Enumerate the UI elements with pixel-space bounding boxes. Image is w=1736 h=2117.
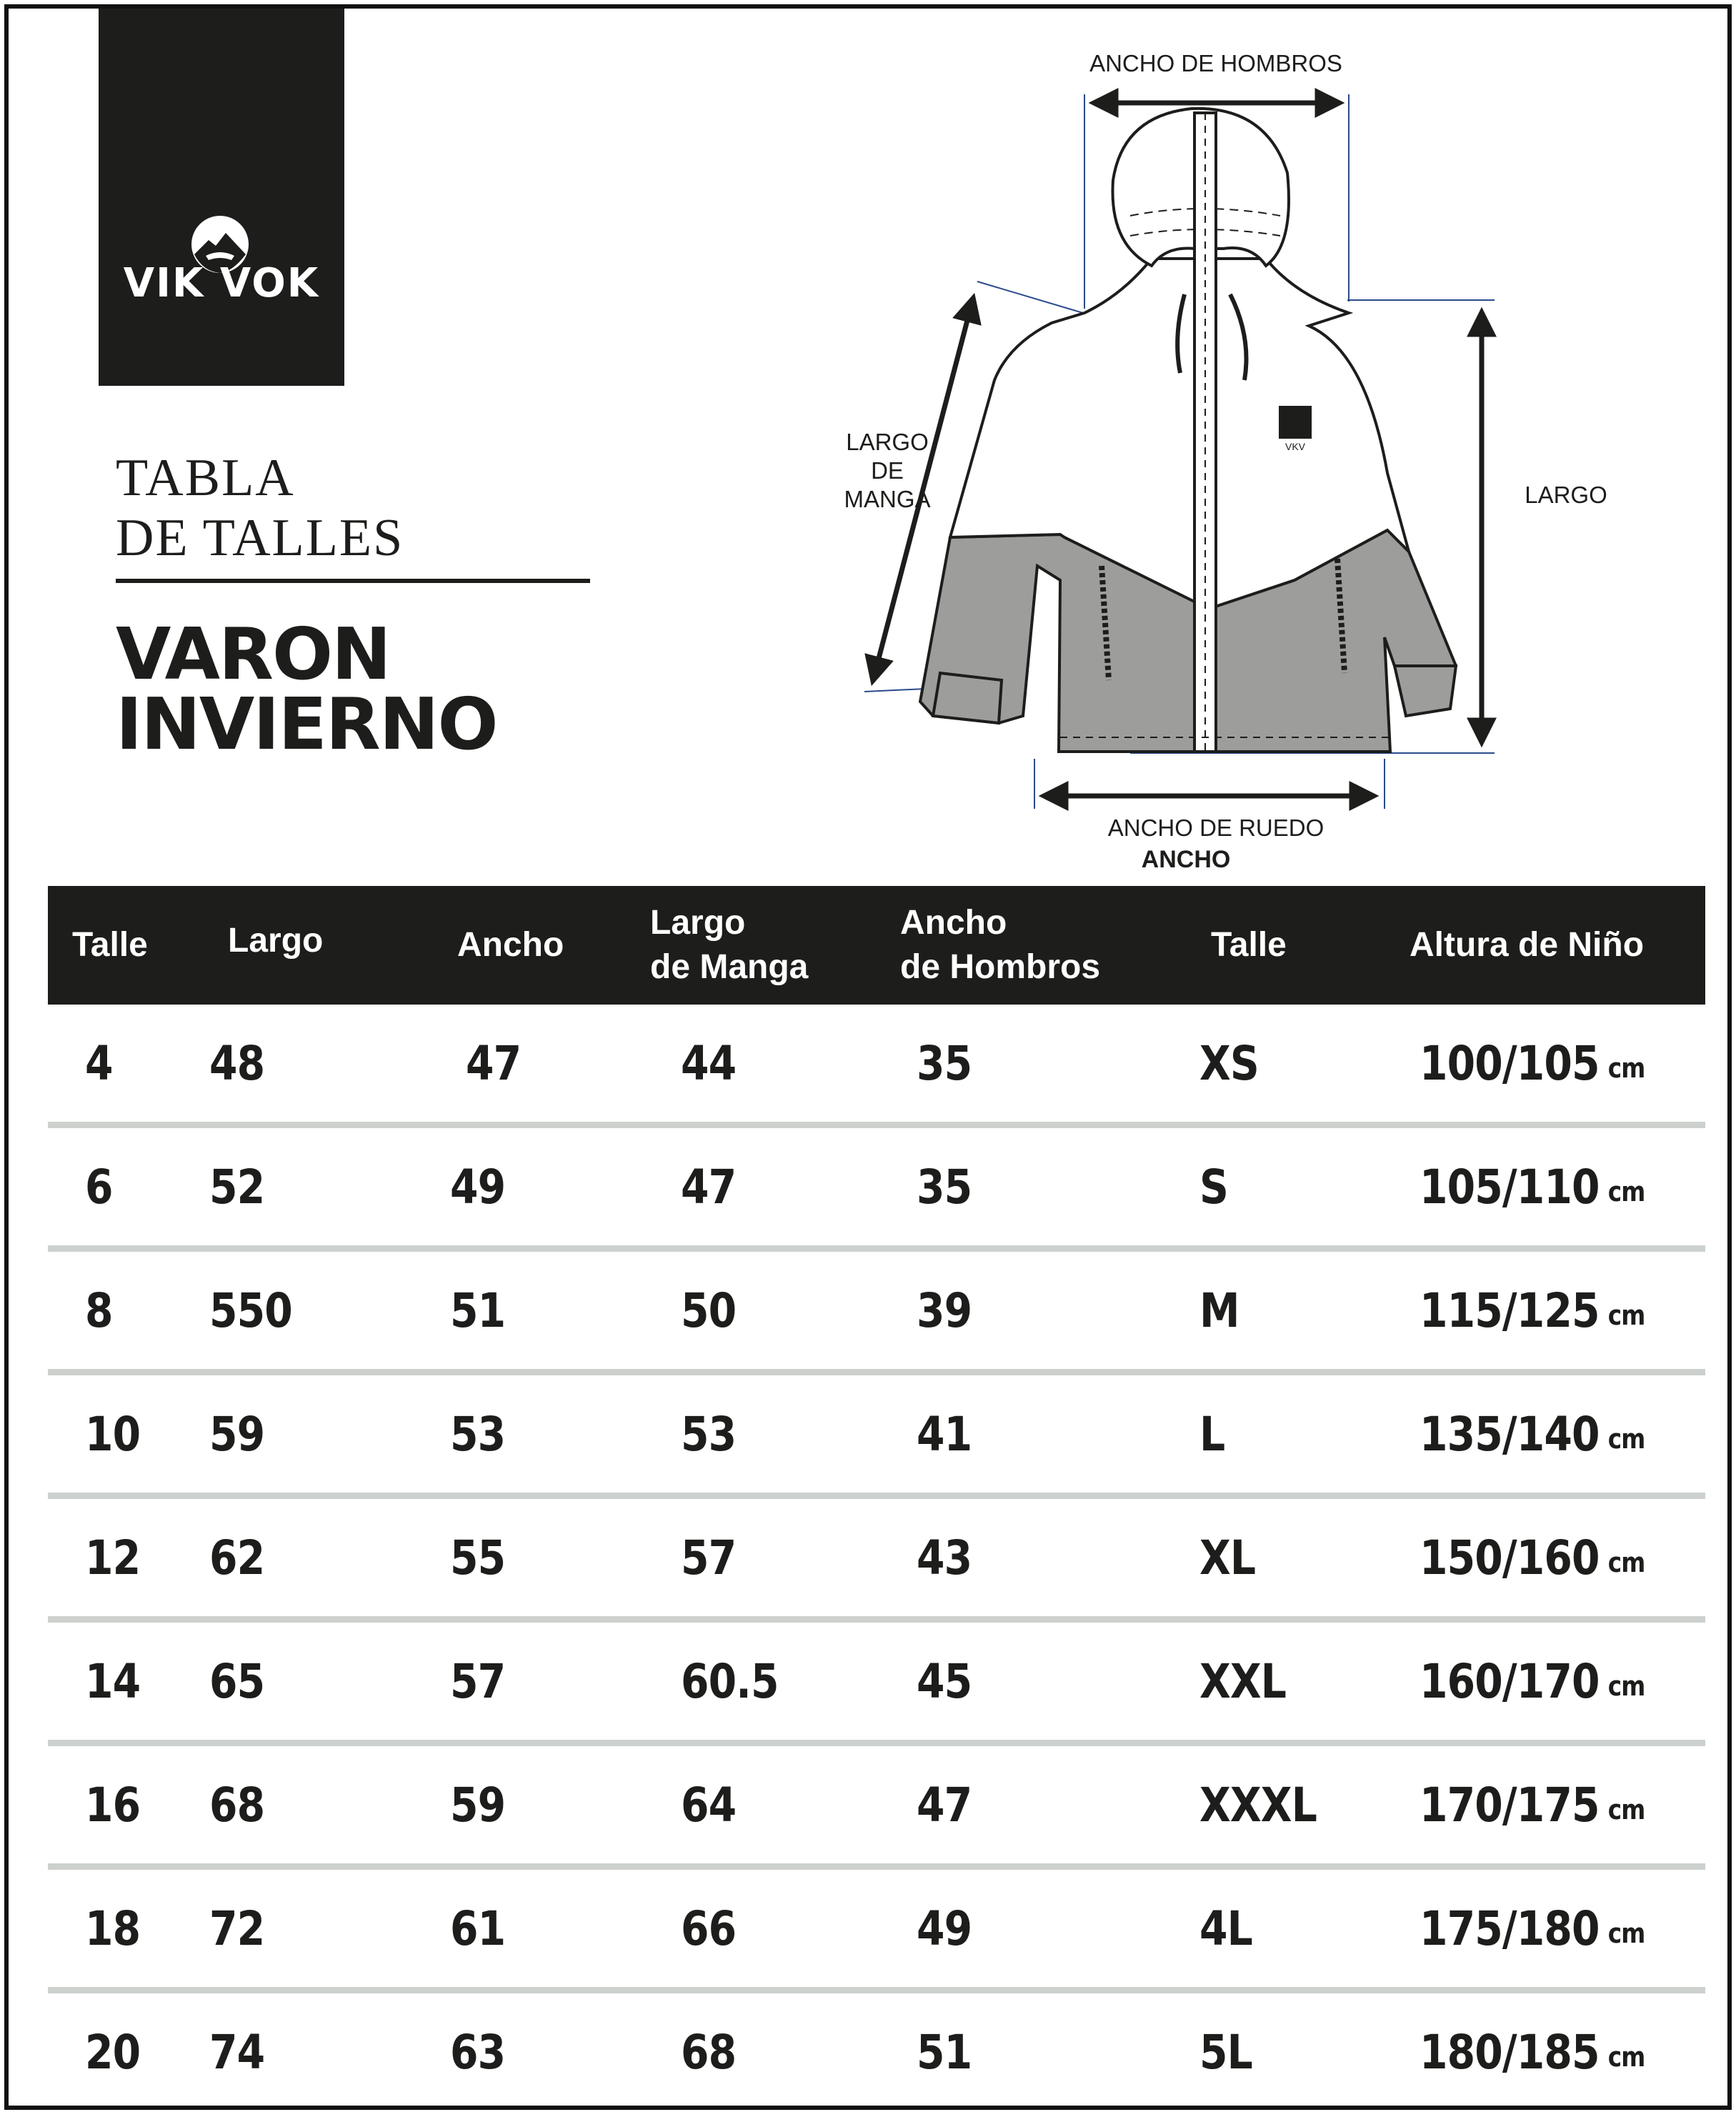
cell-talle: 6 xyxy=(85,1159,113,1215)
cell-altura xyxy=(1420,1746,1645,1863)
col-largo-manga-2: de Manga xyxy=(650,948,809,986)
cell-altura xyxy=(1420,1005,1645,1122)
sleeve-label-3: MANGA xyxy=(844,486,931,512)
cell-manga: 53 xyxy=(681,1406,737,1462)
cell-talle: 8 xyxy=(85,1282,113,1338)
unit-cm: cm xyxy=(1607,1052,1645,1084)
altura-value: 100/105 xyxy=(1420,1035,1600,1091)
altura-value: 175/180 xyxy=(1420,1901,1600,1956)
unit-cm: cm xyxy=(1607,1918,1645,1949)
row-divider xyxy=(48,1369,1705,1375)
cell-hombros: 41 xyxy=(917,1406,972,1462)
cell-largo: 48 xyxy=(209,1035,265,1091)
hem-label: ANCHO DE RUEDO xyxy=(1107,815,1325,841)
cell-manga: 57 xyxy=(681,1530,737,1585)
row-divider xyxy=(48,1987,1705,1993)
cell-ancho: 51 xyxy=(450,1282,506,1338)
cell-hombros: 35 xyxy=(917,1035,972,1091)
page-title xyxy=(116,448,544,568)
cell-largo: 74 xyxy=(209,2024,265,2080)
col-ancho-hombros-2: de Hombros xyxy=(900,948,1101,986)
cell-letra: S xyxy=(1199,1159,1229,1215)
row-divider xyxy=(48,1493,1705,1499)
cell-hombros: 45 xyxy=(917,1653,972,1709)
cell-ancho: 61 xyxy=(450,1901,506,1956)
row-divider xyxy=(48,1740,1705,1746)
unit-cm: cm xyxy=(1607,1794,1645,1825)
altura-value: 135/140 xyxy=(1420,1406,1600,1462)
cell-letra: XXXL xyxy=(1199,1777,1317,1833)
size-chart-frame xyxy=(4,4,1732,2110)
col-altura: Altura de Niño xyxy=(1410,926,1645,964)
unit-cm: cm xyxy=(1607,1670,1645,1702)
col-talle: Talle xyxy=(72,926,148,964)
cell-largo: 68 xyxy=(209,1777,265,1833)
cell-hombros: 39 xyxy=(917,1282,972,1338)
cell-largo: 72 xyxy=(209,1901,265,1956)
col-largo-manga-1: Largo xyxy=(650,904,746,942)
cell-letra: L xyxy=(1199,1406,1225,1462)
cell-talle: 10 xyxy=(85,1406,141,1462)
cell-talle: 16 xyxy=(85,1777,141,1833)
length-label: LARGO xyxy=(1525,482,1607,508)
cell-ancho: 49 xyxy=(450,1159,506,1215)
cell-talle: 4 xyxy=(85,1035,113,1091)
row-divider xyxy=(48,1245,1705,1252)
table-header xyxy=(48,886,1705,1005)
table-row xyxy=(48,1623,1705,1746)
cell-largo: 550 xyxy=(209,1282,292,1338)
altura-value: 160/170 xyxy=(1420,1653,1600,1709)
table-row xyxy=(48,1746,1705,1870)
col-largo-manga xyxy=(650,886,808,1005)
cell-ancho: 63 xyxy=(450,2024,506,2080)
table-row xyxy=(48,1993,1705,2117)
subtitle-line-1: VARON xyxy=(116,612,390,696)
table-row xyxy=(48,1005,1705,1128)
altura-value: 105/110 xyxy=(1420,1159,1600,1215)
unit-cm: cm xyxy=(1607,1423,1645,1455)
col-ancho: Ancho xyxy=(457,926,564,964)
table-row xyxy=(48,1252,1705,1375)
cell-altura xyxy=(1420,1870,1645,1987)
subtitle-line-2: INVIERNO xyxy=(116,682,497,766)
cell-manga: 47 xyxy=(681,1159,737,1215)
cell-altura xyxy=(1420,1375,1645,1493)
cell-largo: 62 xyxy=(209,1530,265,1585)
shoulder-label: ANCHO DE HOMBROS xyxy=(1089,50,1342,76)
cell-altura xyxy=(1420,1252,1645,1369)
cell-talle: 18 xyxy=(85,1901,141,1956)
cell-letra: 5L xyxy=(1199,2024,1252,2080)
altura-value: 180/185 xyxy=(1420,2024,1600,2080)
row-divider xyxy=(48,1122,1705,1128)
title-line-1: TABLA xyxy=(116,449,295,507)
col-ancho-hombros-1: Ancho xyxy=(900,904,1007,942)
cell-largo: 59 xyxy=(209,1406,265,1462)
cell-hombros: 51 xyxy=(917,2024,972,2080)
unit-cm: cm xyxy=(1607,1176,1645,1207)
cell-ancho: 59 xyxy=(450,1777,506,1833)
table-row xyxy=(48,1375,1705,1499)
chest-logo-text: VKV xyxy=(1284,441,1306,452)
cell-altura xyxy=(1420,1128,1645,1245)
col-largo: Largo xyxy=(228,922,324,960)
table-row xyxy=(48,1499,1705,1623)
cell-hombros: 47 xyxy=(917,1777,972,1833)
page-subtitle xyxy=(116,612,616,766)
cell-ancho: 47 xyxy=(466,1035,522,1091)
brand-name: VIK VOK xyxy=(123,260,320,307)
jacket-diagram xyxy=(794,37,1637,880)
unit-cm: cm xyxy=(1607,1547,1645,1578)
cell-manga: 64 xyxy=(681,1777,737,1833)
altura-value: 115/125 xyxy=(1420,1282,1600,1338)
size-table-body xyxy=(48,1005,1705,2117)
cell-letra: XXL xyxy=(1199,1653,1287,1709)
cell-talle: 12 xyxy=(85,1530,141,1585)
unit-cm: cm xyxy=(1607,2041,1645,2073)
unit-cm: cm xyxy=(1607,1300,1645,1331)
cell-altura xyxy=(1420,1993,1645,2111)
row-divider xyxy=(48,1863,1705,1870)
table-row xyxy=(48,1128,1705,1252)
cell-letra: M xyxy=(1199,1282,1239,1338)
cell-talle: 20 xyxy=(85,2024,141,2080)
cell-manga: 66 xyxy=(681,1901,737,1956)
cell-manga: 44 xyxy=(681,1035,737,1091)
cell-manga: 50 xyxy=(681,1282,737,1338)
sleeve-label-2: DE xyxy=(871,457,904,484)
col-talle-letra: Talle xyxy=(1211,926,1287,964)
cell-altura xyxy=(1420,1623,1645,1740)
altura-value: 150/160 xyxy=(1420,1530,1600,1585)
cell-hombros: 49 xyxy=(917,1901,972,1956)
title-line-2: DE TALLES xyxy=(116,509,404,567)
cell-talle: 14 xyxy=(85,1653,141,1709)
cell-ancho: 53 xyxy=(450,1406,506,1462)
cell-hombros: 35 xyxy=(917,1159,972,1215)
cell-manga: 68 xyxy=(681,2024,737,2080)
jacket-outline xyxy=(920,109,1456,752)
table-row xyxy=(48,1870,1705,1993)
cell-ancho: 55 xyxy=(450,1530,506,1585)
altura-value: 170/175 xyxy=(1420,1777,1600,1833)
brand-logo xyxy=(99,9,344,386)
cell-largo: 65 xyxy=(209,1653,265,1709)
cell-hombros: 43 xyxy=(917,1530,972,1585)
title-divider xyxy=(116,579,590,583)
cell-manga: 60.5 xyxy=(681,1653,779,1709)
cell-letra: 4L xyxy=(1199,1901,1252,1956)
cell-ancho: 57 xyxy=(450,1653,506,1709)
row-divider xyxy=(48,1616,1705,1623)
cell-letra: XS xyxy=(1199,1035,1259,1091)
cell-altura xyxy=(1420,1499,1645,1616)
cell-letra: XL xyxy=(1199,1530,1256,1585)
cell-largo: 52 xyxy=(209,1159,265,1215)
width-label: ANCHO xyxy=(1141,846,1231,873)
sleeve-label-1: LARGO xyxy=(846,429,929,455)
col-ancho-hombros xyxy=(900,886,1100,1005)
